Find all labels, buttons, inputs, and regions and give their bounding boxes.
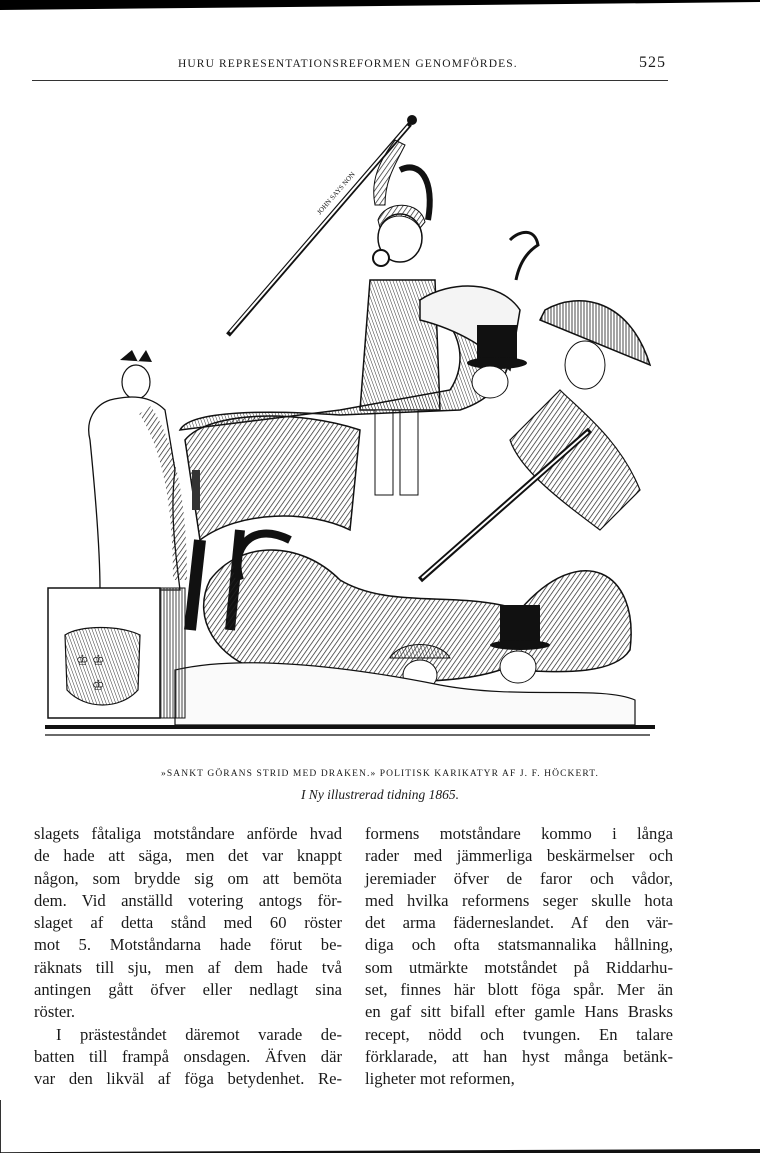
scan-edge-left [0, 1100, 1, 1153]
caricature-illustration [40, 110, 660, 760]
text-line: någon, som brydde sig om att bemöta [34, 868, 342, 888]
text-line: jeremiader öfver de faror och vådor, [365, 868, 673, 888]
text-line: dem. Vid anställd votering antogs för- [34, 890, 342, 910]
text-line: slaget af detta stånd med 60 röster [34, 913, 342, 933]
text-line: set, finnes här blott föga spår. Mer än [365, 980, 673, 1000]
caricature-figures [420, 301, 650, 580]
page-number: 525 [639, 54, 666, 71]
text-line: ligheter mot reformen, [365, 1069, 515, 1089]
text-line: slagets fåtaliga motståndare anförde hvad [34, 824, 342, 843]
text-line: diga och ofta statsmannalika hållning, [365, 935, 673, 955]
text-line: räknats till sju, men af dem hade två [34, 957, 342, 977]
running-head [32, 52, 668, 81]
text-line-paragraph-start: I prästeståndet däremot varade de- [56, 1024, 342, 1044]
text-line: formens motståndare kommo i långa [365, 824, 673, 843]
sword-inscription: JOHN SAYS NON [315, 170, 357, 217]
running-title: HURU REPRESENTATIONSREFORMEN GENOMFÖRDES. [178, 58, 518, 70]
svg-text:♔ ♔: ♔ ♔ [76, 654, 105, 669]
princess-statue [89, 350, 180, 590]
figure-caption: »SANKT GÖRANS STRID MED DRAKEN.» POLITISK KARIKATYR AF J. F. HÖCKERT. [161, 769, 599, 779]
svg-text:♔: ♔ [92, 679, 105, 694]
text-line: med hvilka reformens seger skulle hota [365, 890, 673, 910]
text-line: röster. [34, 1002, 76, 1022]
text-line: de hade att säga, men det var knappt [34, 846, 342, 866]
text-line: recept, nödd och tvungen. En talare [365, 1024, 673, 1044]
text-line: det arma fäderneslandet. Af den vär- [365, 913, 673, 933]
text-line: batten till frampå onsdagen. Äfven där [34, 1046, 342, 1066]
text-column-right [365, 823, 673, 1091]
text-line: rader med jämmerliga beskärmelser och [365, 846, 673, 866]
text-line: som utmärkte motståndet på Riddarhu- [365, 957, 673, 977]
text-column-left [34, 823, 342, 1091]
scan-edge-top [0, 0, 760, 10]
figure-source: I Ny illustrerad tidning 1865. [300, 787, 460, 802]
text-line: en gaf sitt bifall efter gamle Hans Brasks [365, 1002, 673, 1022]
text-line: mot 5. Motståndarna hade förut be- [34, 935, 342, 955]
text-line: antingen gått öfver eller nedlagt sina [34, 980, 342, 1000]
text-line: var den likväl af föga betydenhet. Re- [34, 1069, 342, 1089]
scan-edge-bottom [0, 1149, 760, 1153]
pedestal [48, 588, 185, 718]
text-line: förklarade, att han hyst många betänk- [365, 1046, 673, 1066]
